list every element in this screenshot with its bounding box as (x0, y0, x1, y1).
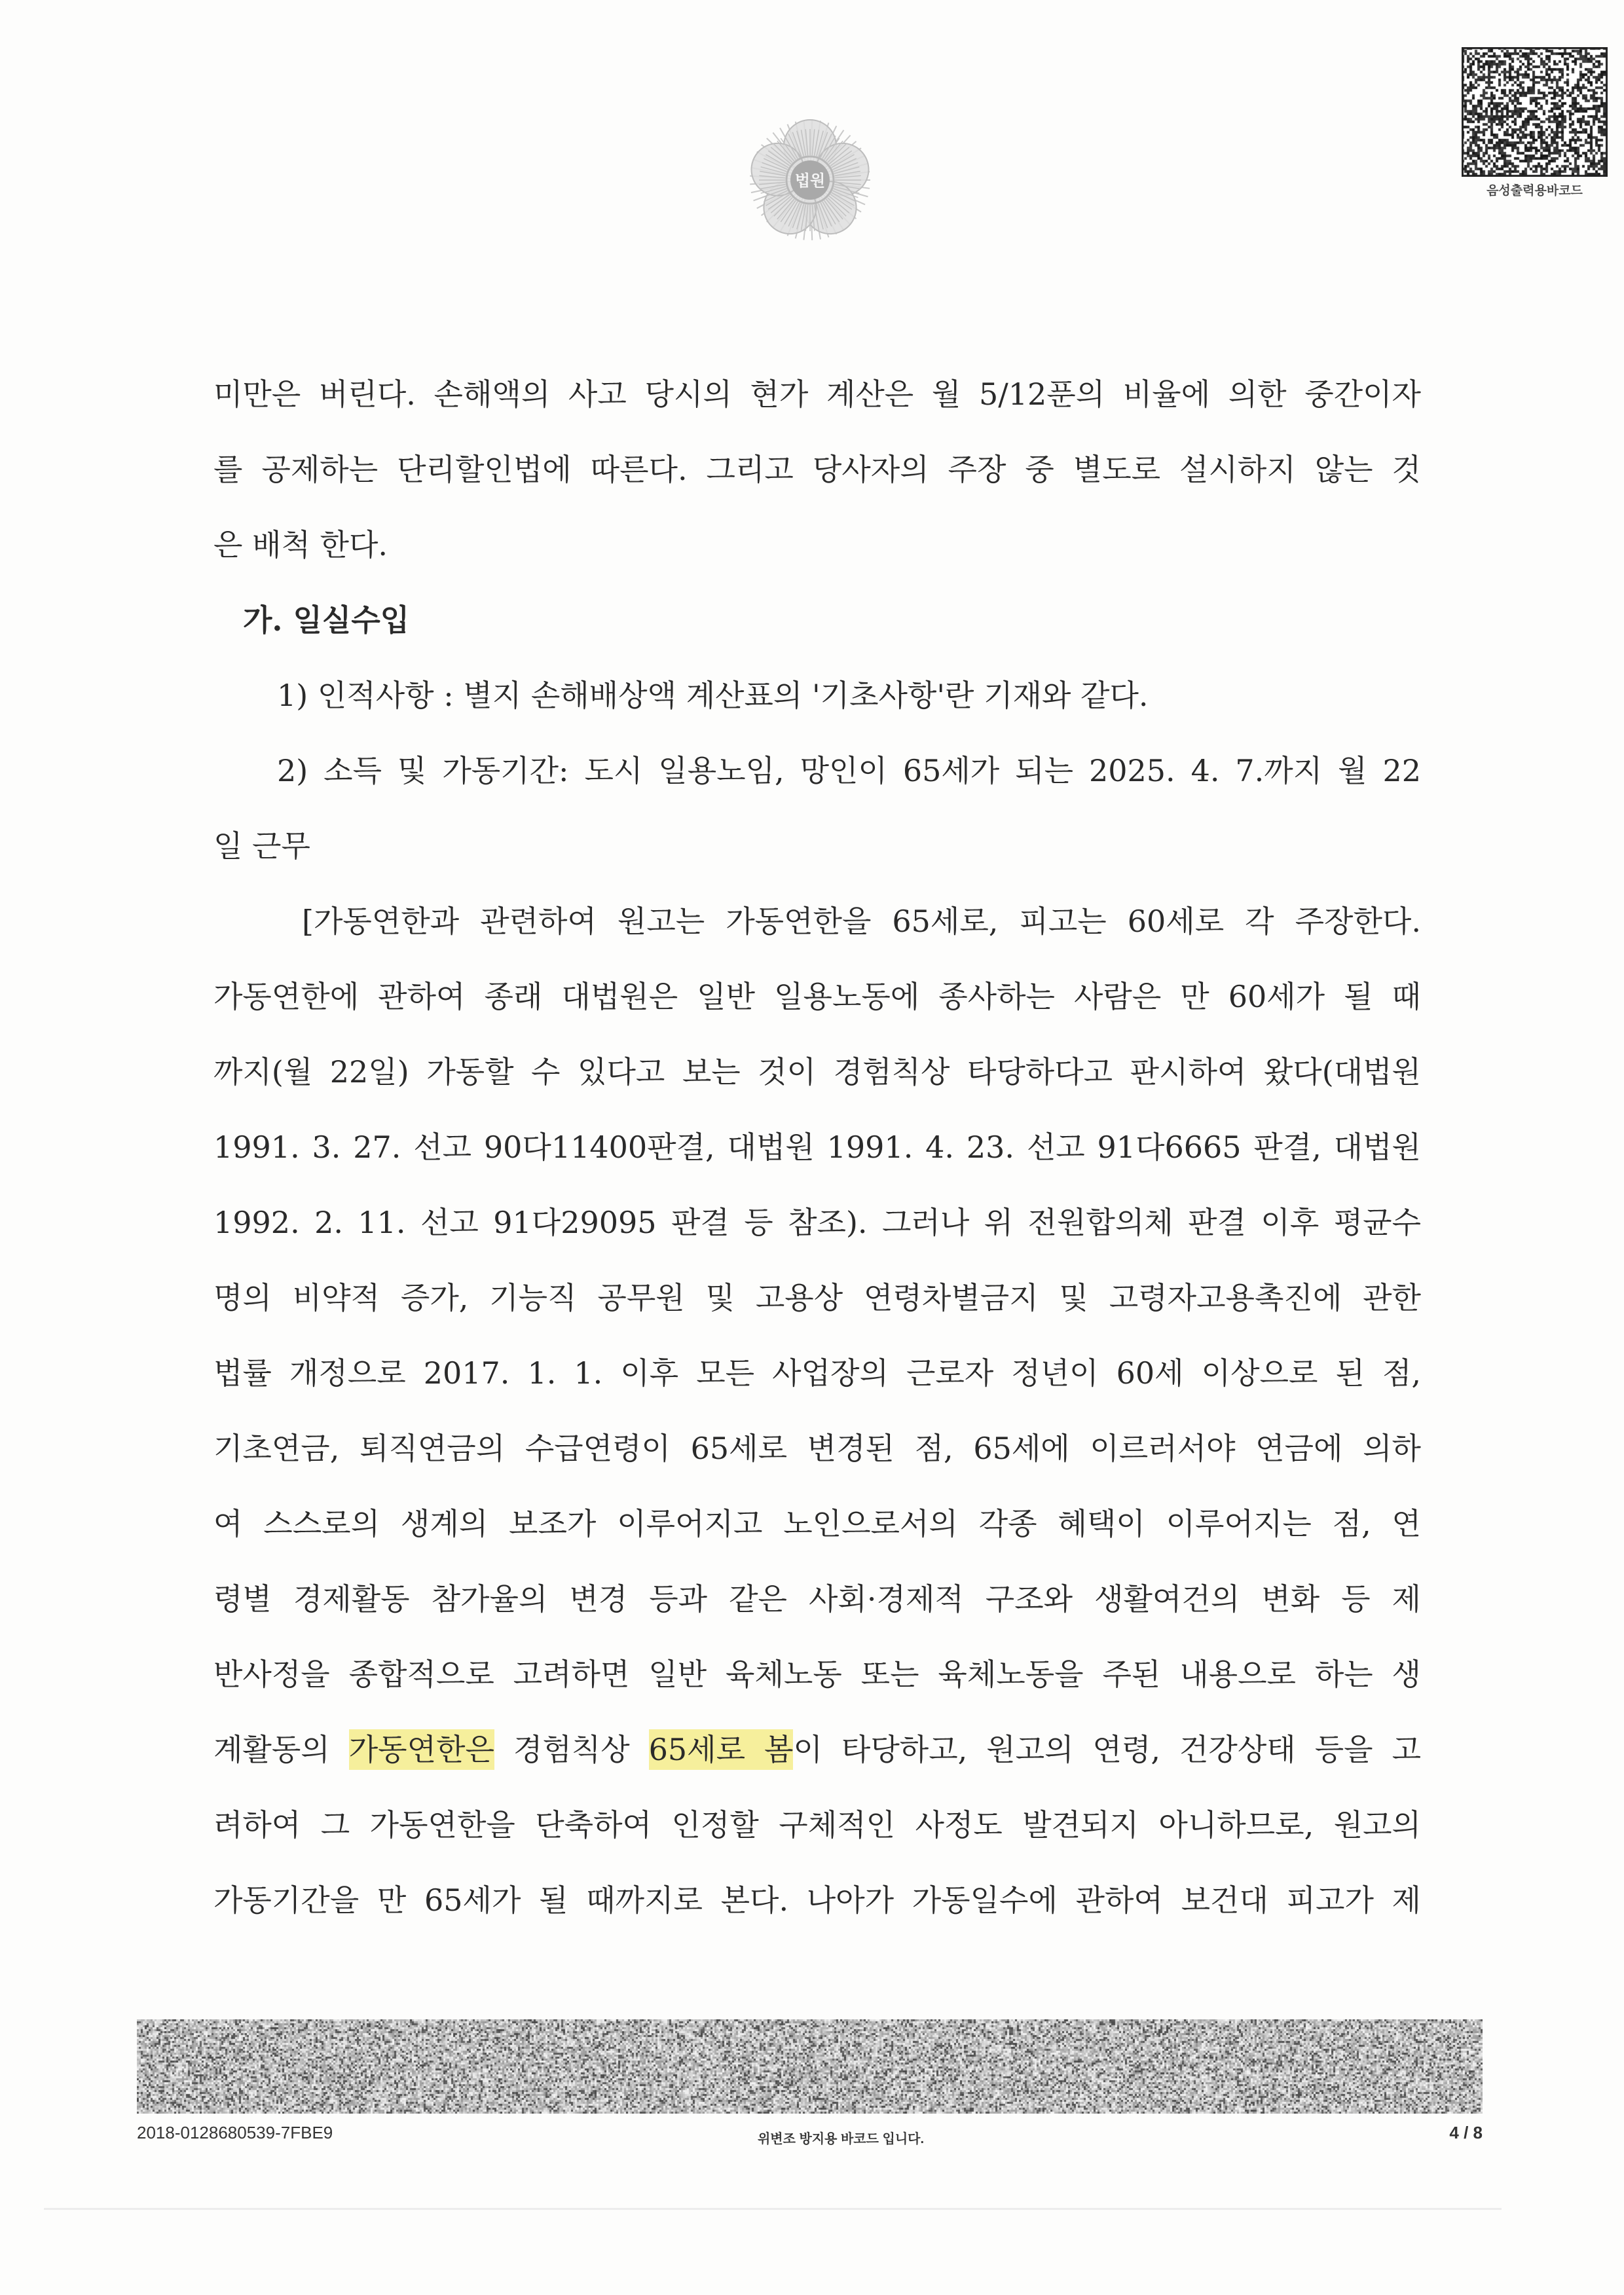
body-line: 여 스스로의 생계의 보조가 이루어지고 노인으로서의 각종 혜택이 이루어지는 점, 연 (213, 1506, 1421, 1541)
page-number: 4 / 8 (1449, 2123, 1483, 2142)
body-line: 까지(월 22일) 가동할 수 있다고 보는 것이 경험칙상 타당하다고 판시하여 왔다(대법원 (213, 1054, 1421, 1090)
anti-forgery-barcode (137, 2019, 1483, 2114)
body-line: 령별 경제활동 참가율의 변경 등과 같은 사회·경제적 구조와 생활여건의 변화 등 제 (213, 1581, 1421, 1617)
text-segment: 이 타당하고, 원고의 연령, 건강상태 등을 고 (793, 1732, 1422, 1767)
footer-divider (44, 2208, 1502, 2210)
barcode-caption: 위변조 방지용 바코드 입니다. (757, 2132, 925, 2146)
body-line: 기초연금, 퇴직연금의 수급연령이 65세로 변경된 점, 65세에 이르러서야 연금에 의하 (213, 1431, 1421, 1466)
highlighted-text: 가동연한은 (349, 1729, 494, 1770)
body-line: 반사정을 종합적으로 고려하면 일반 육체노동 또는 육체노동을 주된 내용으로 하는 생 (213, 1657, 1421, 1692)
text-segment: 경험칙상 (494, 1732, 649, 1767)
body-line: 법률 개정으로 2017. 1. 1. 이후 모든 사업장의 근로자 정년이 60세 이상으로 된 점, (213, 1355, 1421, 1391)
section-heading: 가. 일실수입 (243, 602, 410, 638)
item-personal-info: 1) 인적사항 : 별지 손해배상액 계산표의 '기초사항'란 기재와 같다. (277, 678, 1149, 713)
body-line: [가동연한과 관련하여 원고는 가동연한을 65세로, 피고는 60세로 각 주장한다. (302, 904, 1421, 939)
body-line: 미만은 버린다. 손해액의 사고 당시의 현가 계산은 월 5/12푼의 비율에 의한 중간이자 (213, 376, 1421, 412)
item-income-period: 2) 소득 및 가동기간: 도시 일용노임, 망인이 65세가 되는 2025. 4. 7.까지 월 22 (277, 753, 1421, 788)
body-line: 를 공제하는 단리할인법에 따른다. 그리고 당사자의 주장 중 별도로 설시하지 않는 것 (213, 452, 1421, 487)
court-emblem-label: 법원 (794, 172, 826, 190)
voice-output-barcode-label: 음성출력용바코드 (1486, 184, 1583, 198)
document-id: 2018-0128680539-7FBE9 (137, 2123, 333, 2142)
body-line: 명의 비약적 증가, 기능직 공무원 및 고용상 연령차별금지 및 고령자고용촉진에 관한 (213, 1280, 1421, 1315)
body-line: 가동기간을 만 65세가 될 때까지로 본다. 나아가 가동일수에 관하여 보건대 피고가 제 (213, 1882, 1421, 1918)
body-line: 1992. 2. 11. 선고 91다29095 판결 등 참조). 그러나 위 전원합의체 판결 이후 평균수 (213, 1205, 1421, 1240)
body-line: 려하여 그 가동연한을 단축하여 인정할 구체적인 사정도 발견되지 아니하므로, 원고의 (213, 1807, 1421, 1843)
voice-output-barcode (1462, 47, 1608, 177)
body-line: 은 배척 한다. (213, 527, 388, 562)
highlighted-text: 65세로 봄 (649, 1729, 794, 1770)
court-emblem (745, 115, 876, 246)
item-income-period-cont: 일 근무 (213, 828, 310, 864)
body-line-highlighted (213, 1712, 1421, 1788)
body-line: 1991. 3. 27. 선고 90다11400판결, 대법원 1991. 4. 23. 선고 91다6665 판결, 대법원 (213, 1129, 1421, 1165)
body-line: 가동연한에 관하여 종래 대법원은 일반 일용노동에 종사하는 사람은 만 60세가 될 때 (213, 979, 1421, 1014)
text-segment: 계활동의 (213, 1732, 349, 1767)
document-body (213, 357, 1421, 1938)
